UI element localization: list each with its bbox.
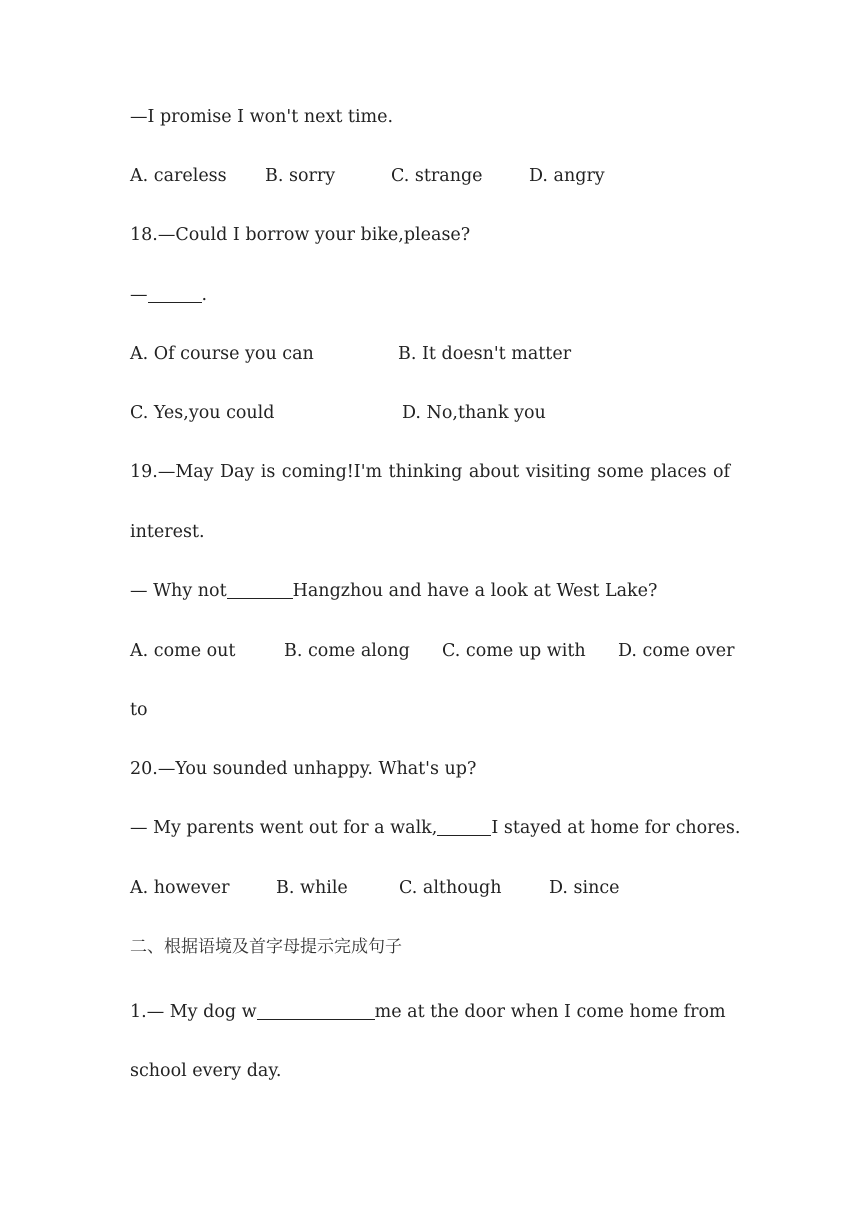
q20-option-c: C. although [399,878,502,898]
section-2-q1-after: me at the door when I come home from [374,1002,726,1022]
q20-option-a: A. however [130,878,230,898]
q18-option-d: D. No,thank you [402,403,546,423]
q19-stem-line1: 19.—May Day is coming!I'm thinking about visiting some places of [130,462,730,482]
q18-reply-suffix: . [201,285,208,305]
q19-option-a: A. come out [130,641,236,661]
q20-option-b: B. while [276,878,348,898]
section-2-q1-line2: school every day. [130,1061,282,1081]
q17-option-b: B. sorry [265,166,336,186]
q17-option-a: A. careless [130,166,227,186]
q19-options [130,636,735,666]
q19-stem-line2: interest. [130,522,205,542]
q19-option-d: D. come over [618,641,735,661]
q18-stem: 18.—Could I borrow your bike,please? [130,225,471,245]
q18-answer-blank [148,284,202,303]
q20-stem: 20.—You sounded unhappy. What's up? [130,759,477,779]
q18-option-b: B. It doesn't matter [398,344,572,364]
q18-options-row2 [130,398,730,428]
section-2-q1-before: 1.— My dog w [130,1002,257,1022]
q17-options [130,161,730,191]
q19-reply-after: Hangzhou and have a look at West Lake? [292,581,658,601]
q18-options-row1 [130,339,730,369]
q19-option-c: C. come up with [442,641,586,661]
q18-reply [130,280,730,310]
q19-option-b: B. come along [284,641,410,661]
q17-answer-line: —I promise I won't next time. [130,107,394,127]
q19-answer-blank [227,580,293,599]
q20-options [130,873,730,903]
q18-reply-prefix: — [130,285,148,305]
section-2-heading: 二、根据语境及首字母提示完成句子 [130,937,402,957]
q18-option-a: A. Of course you can [130,344,314,364]
q20-answer-blank [437,817,491,836]
q20-reply-before: — My parents went out for a walk, [130,818,438,838]
q17-option-d: D. angry [529,166,605,186]
q20-reply-after: I stayed at home for chores. [491,818,741,838]
section-2-q1-line1 [130,997,730,1027]
q20-option-d: D. since [549,878,620,898]
q19-reply-before: — Why not [130,581,227,601]
section-2-q1-blank [257,1001,375,1020]
q18-option-c: C. Yes,you could [130,403,275,423]
q17-option-c: C. strange [391,166,483,186]
q19-option-wrap: to [130,700,148,720]
q19-reply [130,576,730,606]
q20-reply [130,813,741,843]
